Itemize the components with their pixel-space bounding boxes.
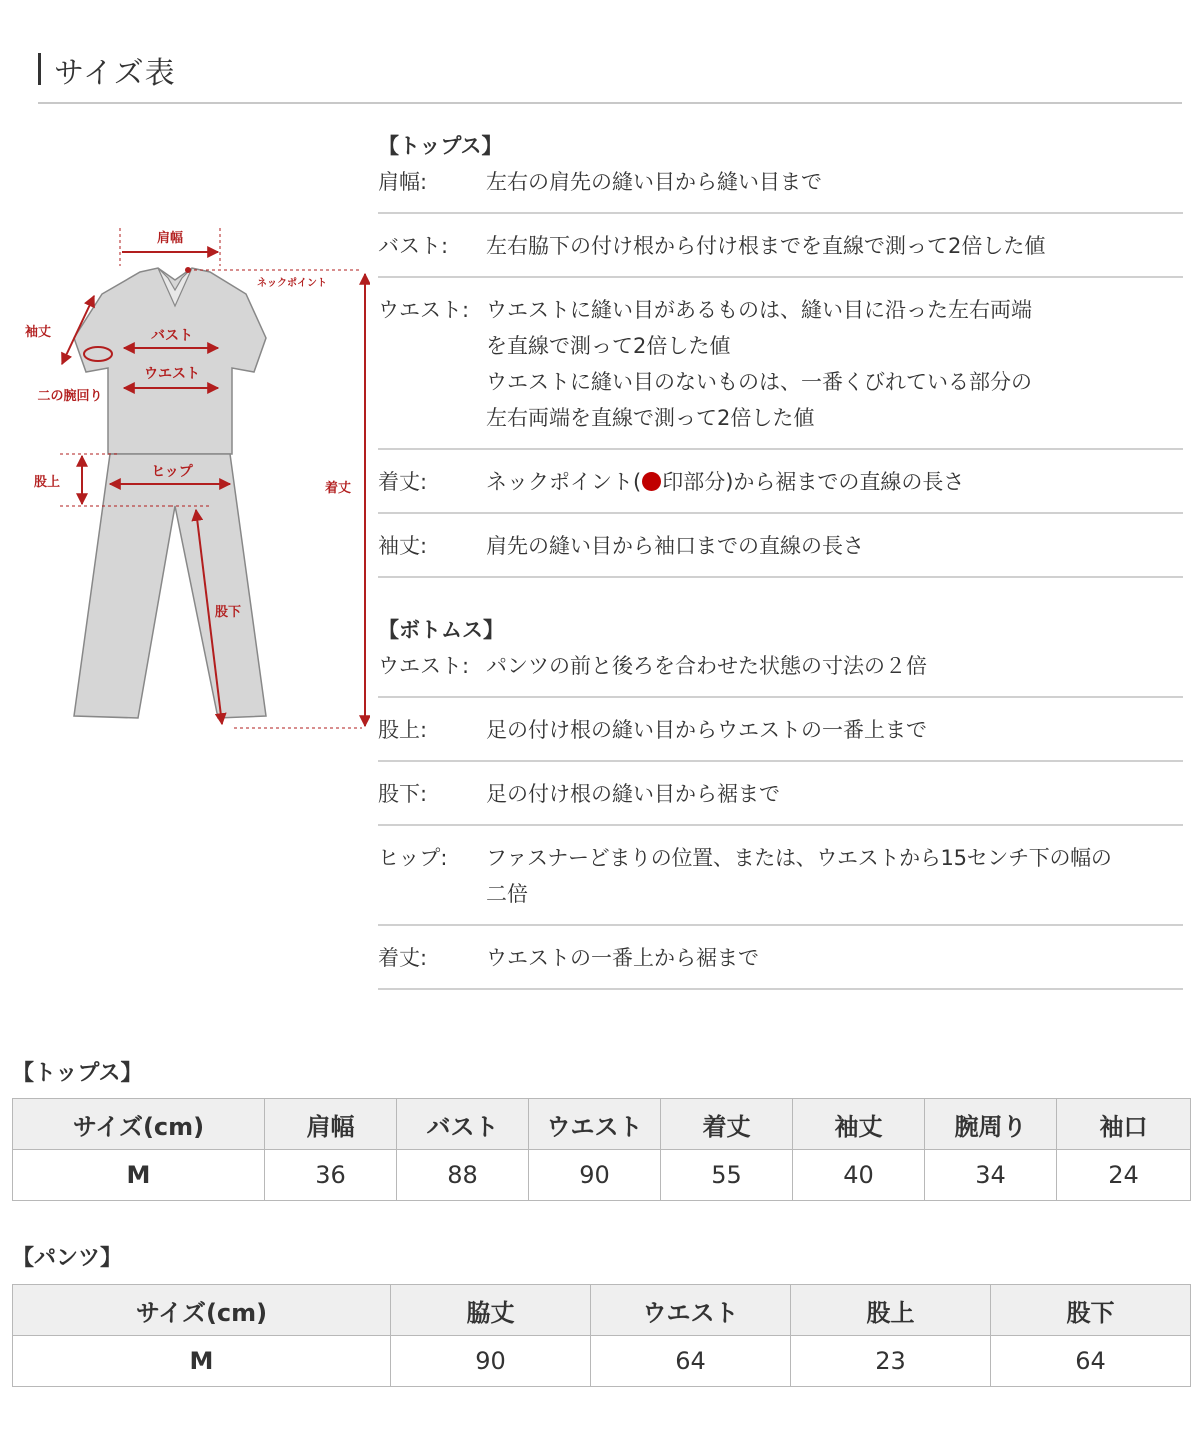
neck-point-label: ネックポイント bbox=[257, 278, 327, 289]
definition-row bbox=[378, 826, 1183, 926]
definition-line: ウエストに縫い目があるものは、縫い目に沿った左右両端 bbox=[486, 298, 1032, 322]
definition-row bbox=[378, 644, 1183, 698]
table-cell: 64 bbox=[991, 1336, 1191, 1387]
table-cell: 34 bbox=[925, 1150, 1057, 1201]
definition-text: 左右脇下の付け根から付け根までを直線で測って2倍した値 bbox=[486, 234, 1046, 258]
definition-line: 二倍 bbox=[486, 882, 528, 906]
table-row bbox=[13, 1150, 1191, 1201]
table-header-cell: 股上 bbox=[791, 1285, 991, 1336]
definition-text: 肩先の縫い目から袖口までの直線の長さ bbox=[486, 534, 864, 558]
table-cell: M bbox=[13, 1336, 391, 1387]
shoulder-label: 肩幅 bbox=[156, 231, 184, 246]
definition-row bbox=[378, 514, 1183, 578]
table-header-cell: 袖口 bbox=[1057, 1099, 1191, 1150]
table-header-cell: ウエスト bbox=[591, 1285, 791, 1336]
pants-table-heading: 【パンツ】 bbox=[12, 1246, 123, 1271]
table-cell: 40 bbox=[793, 1150, 925, 1201]
hip-label: ヒップ bbox=[151, 464, 193, 480]
tops-size-table bbox=[12, 1098, 1191, 1201]
measurement-definitions bbox=[378, 130, 1183, 990]
table-cell: 64 bbox=[591, 1336, 791, 1387]
definition-text bbox=[486, 840, 1183, 912]
definition-text: 左右の肩先の縫い目から縫い目まで bbox=[486, 170, 822, 194]
inseam-label: 股下 bbox=[214, 605, 242, 620]
table-header-cell: バスト bbox=[397, 1099, 529, 1150]
definition-row bbox=[378, 450, 1183, 514]
table-header-cell: 股下 bbox=[991, 1285, 1191, 1336]
definition-text: ウエストの一番上から裾まで bbox=[486, 946, 759, 970]
table-header-cell: 脇丈 bbox=[391, 1285, 591, 1336]
definition-term: 袖丈: bbox=[378, 534, 428, 558]
rise-label: 股上 bbox=[33, 475, 61, 490]
table-cell: 55 bbox=[661, 1150, 793, 1201]
definition-row bbox=[378, 214, 1183, 278]
definition-row bbox=[378, 278, 1183, 450]
page-title-bar bbox=[38, 44, 1182, 104]
pants-size-table bbox=[12, 1284, 1191, 1387]
table-cell: M bbox=[13, 1150, 265, 1201]
bottoms-definitions-heading: 【ボトムス】 bbox=[378, 618, 504, 642]
tops-definitions-heading: 【トップス】 bbox=[378, 134, 503, 158]
table-header-row bbox=[13, 1099, 1191, 1150]
table-header-cell: ウエスト bbox=[529, 1099, 661, 1150]
definition-term: ヒップ: bbox=[378, 846, 448, 870]
definition-text bbox=[486, 292, 1183, 436]
garment-measurement-figure bbox=[20, 220, 370, 740]
definition-text: 足の付け根の縫い目から裾まで bbox=[486, 782, 780, 806]
table-header-cell: 肩幅 bbox=[265, 1099, 397, 1150]
definition-term: 着丈: bbox=[378, 470, 428, 494]
neck-point-dot-icon bbox=[642, 472, 661, 491]
table-header-cell: 腕周り bbox=[925, 1099, 1057, 1150]
pants-shape bbox=[74, 454, 266, 718]
definition-part: ネックポイント( bbox=[486, 470, 642, 494]
definition-part: 印部分)から裾までの直線の長さ bbox=[662, 470, 965, 494]
definition-term: 着丈: bbox=[378, 946, 428, 970]
waist-label: ウエスト bbox=[144, 366, 200, 382]
table-cell: 88 bbox=[397, 1150, 529, 1201]
definition-term: ウエスト: bbox=[378, 298, 470, 322]
page-title: サイズ表 bbox=[54, 56, 176, 91]
tops-table-heading: 【トップス】 bbox=[12, 1061, 143, 1086]
definition-row bbox=[378, 926, 1183, 990]
definition-term: ウエスト: bbox=[378, 654, 470, 678]
definition-line: ウエストに縫い目のないものは、一番くびれている部分の bbox=[486, 370, 1032, 394]
table-header-cell: 着丈 bbox=[661, 1099, 793, 1150]
table-header-cell: サイズ(cm) bbox=[13, 1099, 265, 1150]
definition-term: 肩幅: bbox=[378, 170, 428, 194]
definition-text bbox=[486, 464, 1183, 500]
table-row bbox=[13, 1336, 1191, 1387]
upper-arm-label: 二の腕回り bbox=[37, 389, 103, 404]
title-accent bbox=[38, 53, 41, 85]
neck-point-marker bbox=[185, 267, 191, 273]
definition-term: 股下: bbox=[378, 782, 428, 806]
table-cell: 23 bbox=[791, 1336, 991, 1387]
definition-row bbox=[378, 160, 1183, 214]
definition-line: 左右両端を直線で測って2倍した値 bbox=[486, 406, 815, 430]
table-cell: 36 bbox=[265, 1150, 397, 1201]
definition-row bbox=[378, 698, 1183, 762]
table-cell: 24 bbox=[1057, 1150, 1191, 1201]
definition-term: 股上: bbox=[378, 718, 428, 742]
sleeve-label: 袖丈 bbox=[24, 325, 52, 340]
table-cell: 90 bbox=[391, 1336, 591, 1387]
table-header-cell: サイズ(cm) bbox=[13, 1285, 391, 1336]
definition-row bbox=[378, 762, 1183, 826]
table-header-cell: 袖丈 bbox=[793, 1099, 925, 1150]
definition-line: を直線で測って2倍した値 bbox=[486, 334, 731, 358]
bust-label: バスト bbox=[151, 328, 193, 344]
definition-line: ファスナーどまりの位置、または、ウエストから15センチ下の幅の bbox=[486, 846, 1112, 870]
definition-text: パンツの前と後ろを合わせた状態の寸法の２倍 bbox=[486, 654, 927, 678]
table-cell: 90 bbox=[529, 1150, 661, 1201]
definition-term: バスト: bbox=[378, 234, 449, 258]
table-header-row bbox=[13, 1285, 1191, 1336]
definition-text: 足の付け根の縫い目からウエストの一番上まで bbox=[486, 718, 927, 742]
length-label: 着丈 bbox=[324, 481, 352, 496]
